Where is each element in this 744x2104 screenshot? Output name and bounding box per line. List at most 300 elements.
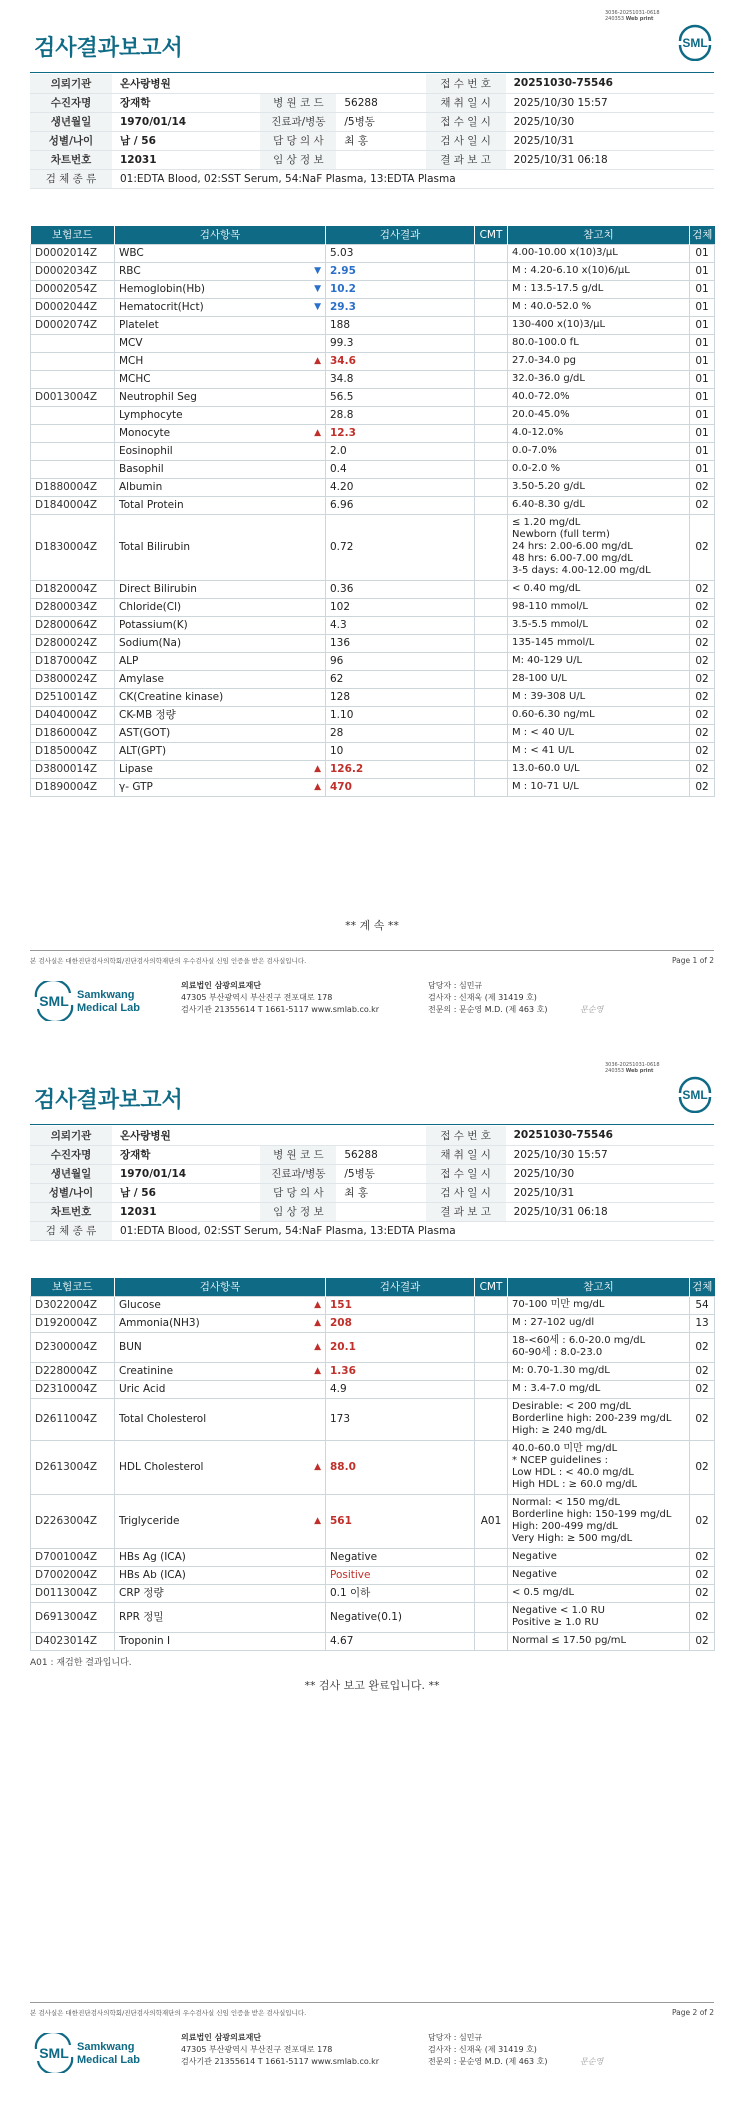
col-result: 검사결과	[326, 226, 475, 244]
print-meta-label: Web print	[625, 16, 654, 22]
receipt-no-value: 20251030-75546	[506, 74, 714, 93]
table-row	[31, 1380, 715, 1398]
test-code	[31, 670, 115, 688]
reference-range-text: M : < 41 U/L	[512, 745, 575, 756]
doctor-label: 담 당 의 사	[260, 1183, 336, 1202]
col-cmt: CMT	[475, 1278, 508, 1296]
high-flag-icon: ▲	[314, 1516, 321, 1526]
test-name-text: Total Protein	[119, 499, 184, 511]
reference-range	[508, 1494, 690, 1548]
reference-range-text: < 0.5 mg/dL	[512, 1587, 575, 1598]
sml-badge-logo	[676, 1075, 714, 1113]
doctor-label: 담 당 의 사	[260, 131, 336, 150]
specimen-code	[690, 778, 715, 796]
table-row	[31, 370, 715, 388]
test-result-text: 2.95	[330, 265, 356, 277]
test-result-text: 56.5	[330, 391, 354, 403]
specimen-code	[690, 460, 715, 478]
test-name-text: Albumin	[119, 481, 163, 493]
table-row	[31, 760, 715, 778]
test-comment	[475, 280, 508, 298]
sml-badge-text: SML	[682, 1088, 708, 1102]
staff-manager: 담당자 : 심민규	[428, 981, 483, 990]
table-row	[31, 634, 715, 652]
receipt-no-value: 20251030-75546	[506, 1126, 714, 1145]
hospital-code-value: 56288	[336, 1145, 425, 1164]
test-comment	[475, 1566, 508, 1584]
clinical-value	[336, 1202, 425, 1221]
specimen-code	[690, 298, 715, 316]
staff-specialist: 전문의 : 문순영 M.D. (제 463 호)	[428, 1005, 548, 1014]
test-name	[115, 424, 326, 442]
test-result	[326, 1548, 475, 1566]
test-code-text: D0002014Z	[35, 247, 98, 259]
test-name	[115, 778, 326, 796]
test-result-text: 28.8	[330, 409, 354, 421]
table-row	[31, 1632, 715, 1650]
reference-range	[508, 496, 690, 514]
reference-range	[508, 1602, 690, 1632]
specimen-code-text: 02	[695, 763, 709, 775]
print-meta-id: 3036-20251031-0618	[605, 1062, 660, 1068]
sml-logo-name-1: Samkwang	[77, 989, 135, 1001]
table-row	[31, 724, 715, 742]
test-code	[31, 514, 115, 580]
test-code	[31, 316, 115, 334]
specimen-code	[690, 1332, 715, 1362]
test-comment	[475, 262, 508, 280]
reference-range-text: 130-400 x(10)3/μL	[512, 319, 606, 330]
specimen-code	[690, 262, 715, 280]
specimen-code	[690, 1602, 715, 1632]
report-complete-note: ** 검사 보고 완료입니다. **	[304, 1679, 440, 1692]
test-comment	[475, 1362, 508, 1380]
test-result	[326, 1602, 475, 1632]
lab-address: 47305 부산광역시 부산진구 전포대로 178	[181, 2045, 333, 2054]
reference-range-text: 40.0-60.0 미만 mg/dL * NCEP guidelines : Low HDL : < 40.0 mg/dL High HDL : ≥ 60.0 mg/dL	[512, 1443, 638, 1490]
test-result	[326, 316, 475, 334]
test-result	[326, 706, 475, 724]
test-comment	[475, 1584, 508, 1602]
report-date-value: 2025/10/31 06:18	[506, 150, 714, 169]
col-result: 검사결과	[326, 1278, 475, 1296]
test-comment-text: A01	[480, 1515, 502, 1527]
test-comment	[475, 496, 508, 514]
test-date-label: 검 사 일 시	[426, 131, 506, 150]
test-name-text: Lymphocyte	[119, 409, 183, 421]
col-code: 보험코드	[31, 226, 115, 244]
reference-range-text: Normal ≤ 17.50 pg/mL	[512, 1635, 627, 1646]
test-code	[31, 478, 115, 496]
staff-info	[428, 980, 547, 1016]
hospital-code-label: 병 원 코 드	[260, 93, 336, 112]
test-name	[115, 280, 326, 298]
name-value: 장재학	[112, 93, 260, 112]
test-name-text: AST(GOT)	[119, 727, 171, 739]
col-name: 검사항목	[115, 1278, 326, 1296]
chart-value: 12031	[112, 1202, 260, 1221]
test-result	[326, 652, 475, 670]
test-comment	[475, 460, 508, 478]
reference-range	[508, 778, 690, 796]
staff-tester: 검사자 : 신재욱 (제 31419 호)	[428, 2045, 537, 2054]
test-name	[115, 688, 326, 706]
test-code-text: D1920004Z	[35, 1317, 98, 1329]
reference-range-text: 32.0-36.0 g/dL	[512, 373, 585, 384]
reference-range-text: Negative < 1.0 RU Positive ≥ 1.0 RU	[512, 1605, 605, 1628]
test-result	[326, 1380, 475, 1398]
test-result	[326, 1296, 475, 1314]
certification-note: 본 검사실은 대한진단검사의학회/진단검사의학재단의 우수검사실 신임 인증을 받은 검사실입니다.	[30, 957, 307, 965]
test-code-text: D0002054Z	[35, 283, 98, 295]
test-comment	[475, 1548, 508, 1566]
test-name-text: Hematocrit(Hct)	[119, 301, 204, 313]
test-comment	[475, 370, 508, 388]
test-result-text: 561	[330, 1515, 352, 1527]
lab-name: 의료법인 삼광의료재단	[181, 2033, 262, 2042]
specimen-code-text: 02	[695, 1365, 709, 1377]
sml-logo-name-2: Medical Lab	[77, 1002, 140, 1014]
reference-range-text: 0.0-2.0 %	[512, 463, 561, 474]
test-result	[326, 460, 475, 478]
test-code-text: D1860004Z	[35, 727, 98, 739]
institution-label: 의뢰기관	[30, 1126, 112, 1145]
table-row	[31, 280, 715, 298]
test-code	[31, 1380, 115, 1398]
test-code	[31, 598, 115, 616]
test-name-text: CK(Creatine kinase)	[119, 691, 224, 703]
test-code	[31, 352, 115, 370]
test-name-text: Monocyte	[119, 427, 171, 439]
receipt-date-value: 2025/10/30	[506, 112, 714, 131]
test-name	[115, 742, 326, 760]
test-comment	[475, 1602, 508, 1632]
test-comment	[475, 724, 508, 742]
table-row	[31, 1584, 715, 1602]
specimen-code-text: 01	[695, 265, 709, 277]
reference-range-text: 27.0-34.0 pg	[512, 355, 577, 366]
test-date-value: 2025/10/31	[506, 131, 714, 150]
test-code-text: D2800064Z	[35, 619, 98, 631]
footer-divider	[30, 2002, 714, 2003]
reference-range	[508, 1314, 690, 1332]
test-result	[326, 1362, 475, 1380]
specimen-code	[690, 334, 715, 352]
test-code-text: D1880004Z	[35, 481, 98, 493]
reference-range	[508, 1566, 690, 1584]
reference-range	[508, 652, 690, 670]
test-name-text: Sodium(Na)	[119, 637, 182, 649]
specimen-code-text: 01	[695, 445, 709, 457]
test-code-text: D2510014Z	[35, 691, 98, 703]
test-result	[326, 760, 475, 778]
test-name	[115, 670, 326, 688]
test-result-text: 1.10	[330, 709, 354, 721]
sex-age-label: 성별/나이	[30, 1183, 112, 1202]
table-row	[31, 1440, 715, 1494]
test-comment	[475, 652, 508, 670]
test-result	[326, 496, 475, 514]
test-name	[115, 1398, 326, 1440]
institution-value: 온사랑병원	[112, 74, 426, 93]
specimen-code	[690, 1494, 715, 1548]
test-result	[326, 1314, 475, 1332]
specimen-code-text: 02	[695, 781, 709, 793]
test-code-text: D1830004Z	[35, 541, 98, 553]
header-divider	[30, 1124, 714, 1125]
specimen-code	[690, 1632, 715, 1650]
specimen-code-text: 02	[695, 673, 709, 685]
col-ref: 참고치	[508, 226, 690, 244]
test-name	[115, 580, 326, 598]
test-name	[115, 334, 326, 352]
continued-note: ** 계 속 **	[345, 919, 399, 932]
test-result-text: 2.0	[330, 445, 347, 457]
test-result	[326, 580, 475, 598]
test-code-text: D4040004Z	[35, 709, 98, 721]
reference-range-text: 4.00-10.00 x(10)3/μL	[512, 247, 618, 258]
patient-info-table	[30, 74, 714, 189]
test-name-text: Glucose	[119, 1299, 161, 1311]
test-name-text: Total Bilirubin	[119, 541, 191, 553]
test-result	[326, 280, 475, 298]
results-body-page-2	[31, 1296, 715, 1650]
specimen-code-text: 13	[695, 1317, 709, 1329]
reference-range-text: 4.0-12.0%	[512, 427, 564, 438]
specimen-code	[690, 670, 715, 688]
reference-range-text: 18-<60세 : 6.0-20.0 mg/dL 60-90세 : 8.0-23.0	[512, 1335, 646, 1358]
table-row	[31, 496, 715, 514]
specimen-code-text: 01	[695, 409, 709, 421]
test-result	[326, 352, 475, 370]
test-name	[115, 1632, 326, 1650]
sml-badge-text: SML	[682, 36, 708, 50]
test-name	[115, 616, 326, 634]
test-name	[115, 1362, 326, 1380]
test-result-text: 0.36	[330, 583, 354, 595]
test-comment	[475, 1440, 508, 1494]
lab-info	[181, 980, 379, 1016]
certification-note: 본 검사실은 대한진단검사의학회/진단검사의학재단의 우수검사실 신임 인증을 받은 검사실입니다.	[30, 2009, 307, 2017]
specimen-code-text: 02	[695, 583, 709, 595]
test-name	[115, 706, 326, 724]
test-code	[31, 778, 115, 796]
test-name	[115, 496, 326, 514]
test-code-text: D2611004Z	[35, 1413, 98, 1425]
low-flag-icon: ▼	[314, 302, 321, 312]
test-name	[115, 1584, 326, 1602]
dept-value: /5병동	[336, 112, 425, 131]
test-result	[326, 478, 475, 496]
test-code	[31, 580, 115, 598]
test-name	[115, 352, 326, 370]
specimen-code-text: 02	[695, 1569, 709, 1581]
test-name-text: MCH	[119, 355, 144, 367]
reference-range	[508, 616, 690, 634]
specimen-code	[690, 280, 715, 298]
name-value: 장재학	[112, 1145, 260, 1164]
test-comment	[475, 1296, 508, 1314]
test-result	[326, 1332, 475, 1362]
test-code	[31, 652, 115, 670]
col-specimen: 검체	[690, 226, 715, 244]
test-result	[326, 298, 475, 316]
specimen-code-text: 02	[695, 541, 709, 553]
test-result	[326, 742, 475, 760]
test-result	[326, 1566, 475, 1584]
specimen-code-text: 01	[695, 283, 709, 295]
test-result-text: 10.2	[330, 283, 356, 295]
test-code-text: D1890004Z	[35, 781, 98, 793]
test-code-text: D0002074Z	[35, 319, 98, 331]
test-result	[326, 1632, 475, 1650]
test-result-text: 34.6	[330, 355, 356, 367]
test-code-text: D0113004Z	[35, 1587, 98, 1599]
test-code	[31, 442, 115, 460]
test-code	[31, 634, 115, 652]
test-result	[326, 1494, 475, 1548]
test-comment	[475, 778, 508, 796]
test-comment	[475, 760, 508, 778]
test-name-text: CK-MB 정량	[119, 709, 176, 721]
reference-range-text: 20.0-45.0%	[512, 409, 570, 420]
specimen-code-text: 02	[695, 1341, 709, 1353]
test-code	[31, 298, 115, 316]
dob-label: 생년월일	[30, 1164, 112, 1183]
sml-badge-logo	[676, 23, 714, 61]
test-code	[31, 1362, 115, 1380]
sex-age-label: 성별/나이	[30, 131, 112, 150]
reference-range-text: Desirable: < 200 mg/dL Borderline high: 200-239 mg/dL High: ≥ 240 mg/dL	[512, 1401, 672, 1436]
test-result	[326, 778, 475, 796]
reference-range-text: M: 0.70-1.30 mg/dL	[512, 1365, 610, 1376]
high-flag-icon: ▲	[314, 428, 321, 438]
test-code-text: D3022004Z	[35, 1299, 98, 1311]
reference-range	[508, 1362, 690, 1380]
test-result-text: 88.0	[330, 1461, 356, 1473]
test-name	[115, 1494, 326, 1548]
table-row	[31, 1296, 715, 1314]
table-row	[31, 598, 715, 616]
clinical-label: 임 상 정 보	[260, 150, 336, 169]
specimen-code-text: 02	[695, 637, 709, 649]
print-meta-code: 240353	[605, 1068, 625, 1074]
reference-range-text: 0.60-6.30 ng/mL	[512, 709, 595, 720]
receipt-date-label: 접 수 일 시	[426, 112, 506, 131]
sml-logo-name-1: Samkwang	[77, 2041, 135, 2053]
test-result-text: 20.1	[330, 1341, 356, 1353]
specimen-code	[690, 496, 715, 514]
reference-range-text: 98-110 mmol/L	[512, 601, 588, 612]
test-name-text: HDL Cholesterol	[119, 1461, 204, 1473]
table-row	[31, 334, 715, 352]
test-result-text: 102	[330, 601, 351, 613]
clinical-value	[336, 150, 425, 169]
test-name	[115, 460, 326, 478]
test-code	[31, 760, 115, 778]
receipt-date-label: 접 수 일 시	[426, 1164, 506, 1183]
test-name	[115, 1440, 326, 1494]
receipt-no-label: 접 수 번 호	[426, 1126, 506, 1145]
test-result-text: 29.3	[330, 301, 356, 313]
page-number: Page 1 of 2	[672, 956, 715, 965]
specimen-code-text: 01	[695, 337, 709, 349]
test-comment	[475, 478, 508, 496]
specimen-code	[690, 616, 715, 634]
test-result-text: 126.2	[330, 763, 364, 775]
reference-range	[508, 352, 690, 370]
specimen-code	[690, 1314, 715, 1332]
collect-date-label: 채 취 일 시	[426, 93, 506, 112]
test-name-text: ALT(GPT)	[119, 745, 167, 757]
table-row	[31, 442, 715, 460]
specimen-code-text: 02	[695, 1587, 709, 1599]
test-result-text: 1.36	[330, 1365, 356, 1377]
specimen-code-text: 02	[695, 601, 709, 613]
test-comment	[475, 244, 508, 262]
test-code	[31, 424, 115, 442]
test-result-text: 99.3	[330, 337, 354, 349]
sml-logo-name-2: Medical Lab	[77, 2054, 140, 2066]
reference-range	[508, 742, 690, 760]
test-result	[326, 1584, 475, 1602]
high-flag-icon: ▲	[314, 356, 321, 366]
reference-range	[508, 1584, 690, 1602]
collect-date-value: 2025/10/30 15:57	[506, 93, 714, 112]
low-flag-icon: ▼	[314, 266, 321, 276]
test-result	[326, 406, 475, 424]
test-code	[31, 460, 115, 478]
test-name	[115, 244, 326, 262]
header-divider	[30, 72, 714, 73]
test-name-text: Hemoglobin(Hb)	[119, 283, 206, 295]
test-comment	[475, 1380, 508, 1398]
table-row	[31, 616, 715, 634]
reference-range-text: M : 10-71 U/L	[512, 781, 579, 792]
test-name-text: Eosinophil	[119, 445, 173, 457]
high-flag-icon: ▲	[314, 782, 321, 792]
table-row	[31, 478, 715, 496]
test-result-text: 0.4	[330, 463, 347, 475]
reference-range	[508, 670, 690, 688]
doctor-value: 최 홍	[336, 1183, 425, 1202]
specimen-code	[690, 1362, 715, 1380]
table-row	[31, 316, 715, 334]
specimen-code-text: 02	[695, 709, 709, 721]
test-result-text: 470	[330, 781, 352, 793]
test-name-text: Platelet	[119, 319, 159, 331]
reference-range	[508, 1548, 690, 1566]
test-comment	[475, 742, 508, 760]
test-result-text: 62	[330, 673, 344, 685]
test-comment	[475, 1632, 508, 1650]
test-result	[326, 388, 475, 406]
test-result-text: 5.03	[330, 247, 354, 259]
specimen-code-text: 01	[695, 301, 709, 313]
test-name-text: Neutrophil Seg	[119, 391, 197, 403]
test-name	[115, 1332, 326, 1362]
test-date-value: 2025/10/31	[506, 1183, 714, 1202]
print-meta-code: 240353	[605, 16, 625, 22]
specimen-code-text: 02	[695, 619, 709, 631]
clinical-label: 임 상 정 보	[260, 1202, 336, 1221]
high-flag-icon: ▲	[314, 764, 321, 774]
test-code	[31, 388, 115, 406]
reference-range	[508, 262, 690, 280]
reference-range	[508, 706, 690, 724]
test-name-text: Ammonia(NH3)	[119, 1317, 200, 1329]
specimen-code	[690, 424, 715, 442]
